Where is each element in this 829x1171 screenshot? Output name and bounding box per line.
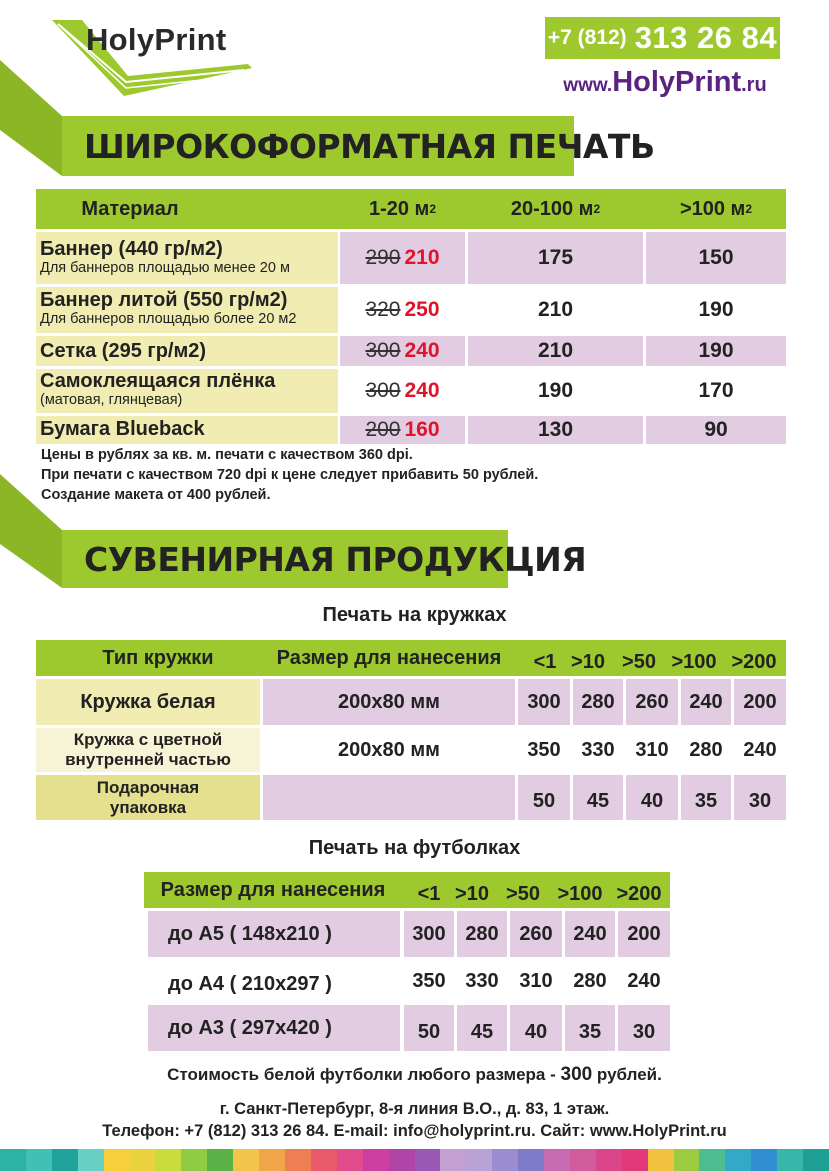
header-tshirt-size: Размер для нанесения xyxy=(160,878,386,901)
tshirt-price: 260 xyxy=(510,911,562,957)
header-q3: >50 xyxy=(506,882,540,905)
mug-price: 240 xyxy=(734,728,786,772)
site-main: HolyPrint xyxy=(612,66,742,98)
mug-size: 200х80 мм xyxy=(263,679,515,725)
tshirt-price: 200 xyxy=(618,911,670,957)
color-stripe xyxy=(0,1149,829,1171)
header-col2: 20-100 м 2 xyxy=(510,197,601,220)
price-100plus: 150 xyxy=(646,232,786,284)
tshirt-size: до А3 ( 297х420 ) xyxy=(148,1005,400,1051)
tshirt-price: 45 xyxy=(457,1005,507,1051)
price-100plus: 190 xyxy=(646,287,786,333)
site-suffix: .ru xyxy=(741,74,767,96)
price-20-100: 175 xyxy=(468,232,643,284)
section-title-wide-format: ШИРОКОФОРМАТНАЯ ПЕЧАТЬ xyxy=(62,116,574,176)
header-col3: >100 м 2 xyxy=(679,197,753,220)
header-q5: >200 xyxy=(731,650,777,673)
header-q1: <1 xyxy=(417,882,441,905)
price-20-100: 210 xyxy=(468,336,643,366)
mug-size: 200х80 мм xyxy=(263,728,515,772)
mug-price: 350 xyxy=(518,728,570,772)
header-mug-type: Тип кружки xyxy=(102,646,214,669)
tshirt-price: 240 xyxy=(618,960,670,1002)
mug-price: 200 xyxy=(734,679,786,725)
wide-format-notes: Цены в рублях за кв. м. печати с качеством 360 dpi. При печати с качеством 720 dpi к цене следует прибавить 50 рублей. Создание макета от 400 рублей. xyxy=(41,447,539,503)
mug-price: 280 xyxy=(573,679,623,725)
mug-price: 35 xyxy=(681,775,731,820)
tshirt-price: 50 xyxy=(404,1005,454,1051)
header-material: Материал xyxy=(81,197,179,220)
price-100plus: 90 xyxy=(646,416,786,444)
price-100plus: 170 xyxy=(646,369,786,413)
contacts-footer xyxy=(0,1098,829,1142)
mug-size xyxy=(263,775,515,820)
header-q4: >100 xyxy=(671,650,717,673)
price-20-100: 190 xyxy=(468,369,643,413)
mug-name: Кружка белая xyxy=(36,679,260,725)
mug-price: 310 xyxy=(626,728,678,772)
phone-number: 313 26 84 xyxy=(634,20,778,55)
material-row-2: Баннер литой (550 гр/м2) Для баннеров площадью более 20 м2 xyxy=(36,287,338,333)
site-prefix: www. xyxy=(563,75,613,96)
header-q2: >10 xyxy=(455,882,489,905)
header-q3: >50 xyxy=(622,650,656,673)
price-100plus: 190 xyxy=(646,336,786,366)
header-q2: >10 xyxy=(571,650,605,673)
price-1-20: 300 240 xyxy=(340,369,465,413)
mug-price: 300 xyxy=(518,679,570,725)
mug-price: 30 xyxy=(734,775,786,820)
mug-price: 260 xyxy=(626,679,678,725)
tshirt-price: 35 xyxy=(565,1005,615,1051)
price-1-20: 300 240 xyxy=(340,336,465,366)
price-20-100: 130 xyxy=(468,416,643,444)
material-row-5: Бумага Blueback xyxy=(36,416,338,444)
phone-prefix: +7 (812) xyxy=(547,26,627,49)
header-mug-size: Размер для нанесения xyxy=(276,646,502,669)
tshirt-price: 310 xyxy=(510,960,562,1002)
tshirt-size: до А5 ( 148х210 ) xyxy=(148,911,400,957)
price-20-100: 210 xyxy=(468,287,643,333)
mug-price: 45 xyxy=(573,775,623,820)
tshirts-subtitle: Печать на футболках xyxy=(308,837,521,859)
mug-name: Кружка с цветной внутренней частью xyxy=(36,728,260,772)
tshirt-size: до А4 ( 210х297 ) xyxy=(148,960,400,1002)
section-title-souvenir: СУВЕНИРНАЯ ПРОДУКЦИЯ xyxy=(62,530,508,588)
header-q1: <1 xyxy=(533,650,557,673)
tshirt-price: 330 xyxy=(457,960,507,1002)
tshirt-price: 240 xyxy=(565,911,615,957)
mug-price: 50 xyxy=(518,775,570,820)
price-1-20: 290 210 xyxy=(340,232,465,284)
tshirt-price: 30 xyxy=(618,1005,670,1051)
mug-price: 280 xyxy=(681,728,731,772)
price-1-20: 200 160 xyxy=(340,416,465,444)
header-q4: >100 xyxy=(557,882,603,905)
mug-price: 240 xyxy=(681,679,731,725)
tshirt-cost-note: Стоимость белой футболки любого размера - 300 рублей. xyxy=(167,1064,662,1085)
website-link[interactable] xyxy=(545,66,785,99)
tshirt-price: 350 xyxy=(404,960,454,1002)
mug-price: 40 xyxy=(626,775,678,820)
address-line: г. Санкт-Петербург, 8-я линия В.О., д. 83, 1 этаж. xyxy=(219,1100,610,1118)
tshirt-price: 280 xyxy=(457,911,507,957)
tshirt-price: 280 xyxy=(565,960,615,1002)
phone-box[interactable] xyxy=(545,17,780,59)
tshirt-price: 40 xyxy=(510,1005,562,1051)
material-row-3: Сетка (295 гр/м2) xyxy=(36,336,338,366)
contacts-line: Телефон: +7 (812) 313 26 84. E-mail: info@holyprint.ru. Сайт: www.HolyPrint.ru xyxy=(102,1122,727,1140)
material-row-1: Баннер (440 гр/м2) Для баннеров площадью менее 20 м xyxy=(36,232,338,284)
mugs-subtitle: Печать на кружках xyxy=(322,604,507,626)
header-col1: 1-20 м 2 xyxy=(368,197,437,220)
price-1-20: 320 250 xyxy=(340,287,465,333)
header-q5: >200 xyxy=(616,882,662,905)
material-row-4: Самоклеящаяся плёнка (матовая, глянцевая) xyxy=(36,369,338,413)
mug-name: Подарочная упаковка xyxy=(36,775,260,820)
mug-price: 330 xyxy=(573,728,623,772)
logo-text: HolyPrint xyxy=(86,22,227,57)
tshirt-price: 300 xyxy=(404,911,454,957)
